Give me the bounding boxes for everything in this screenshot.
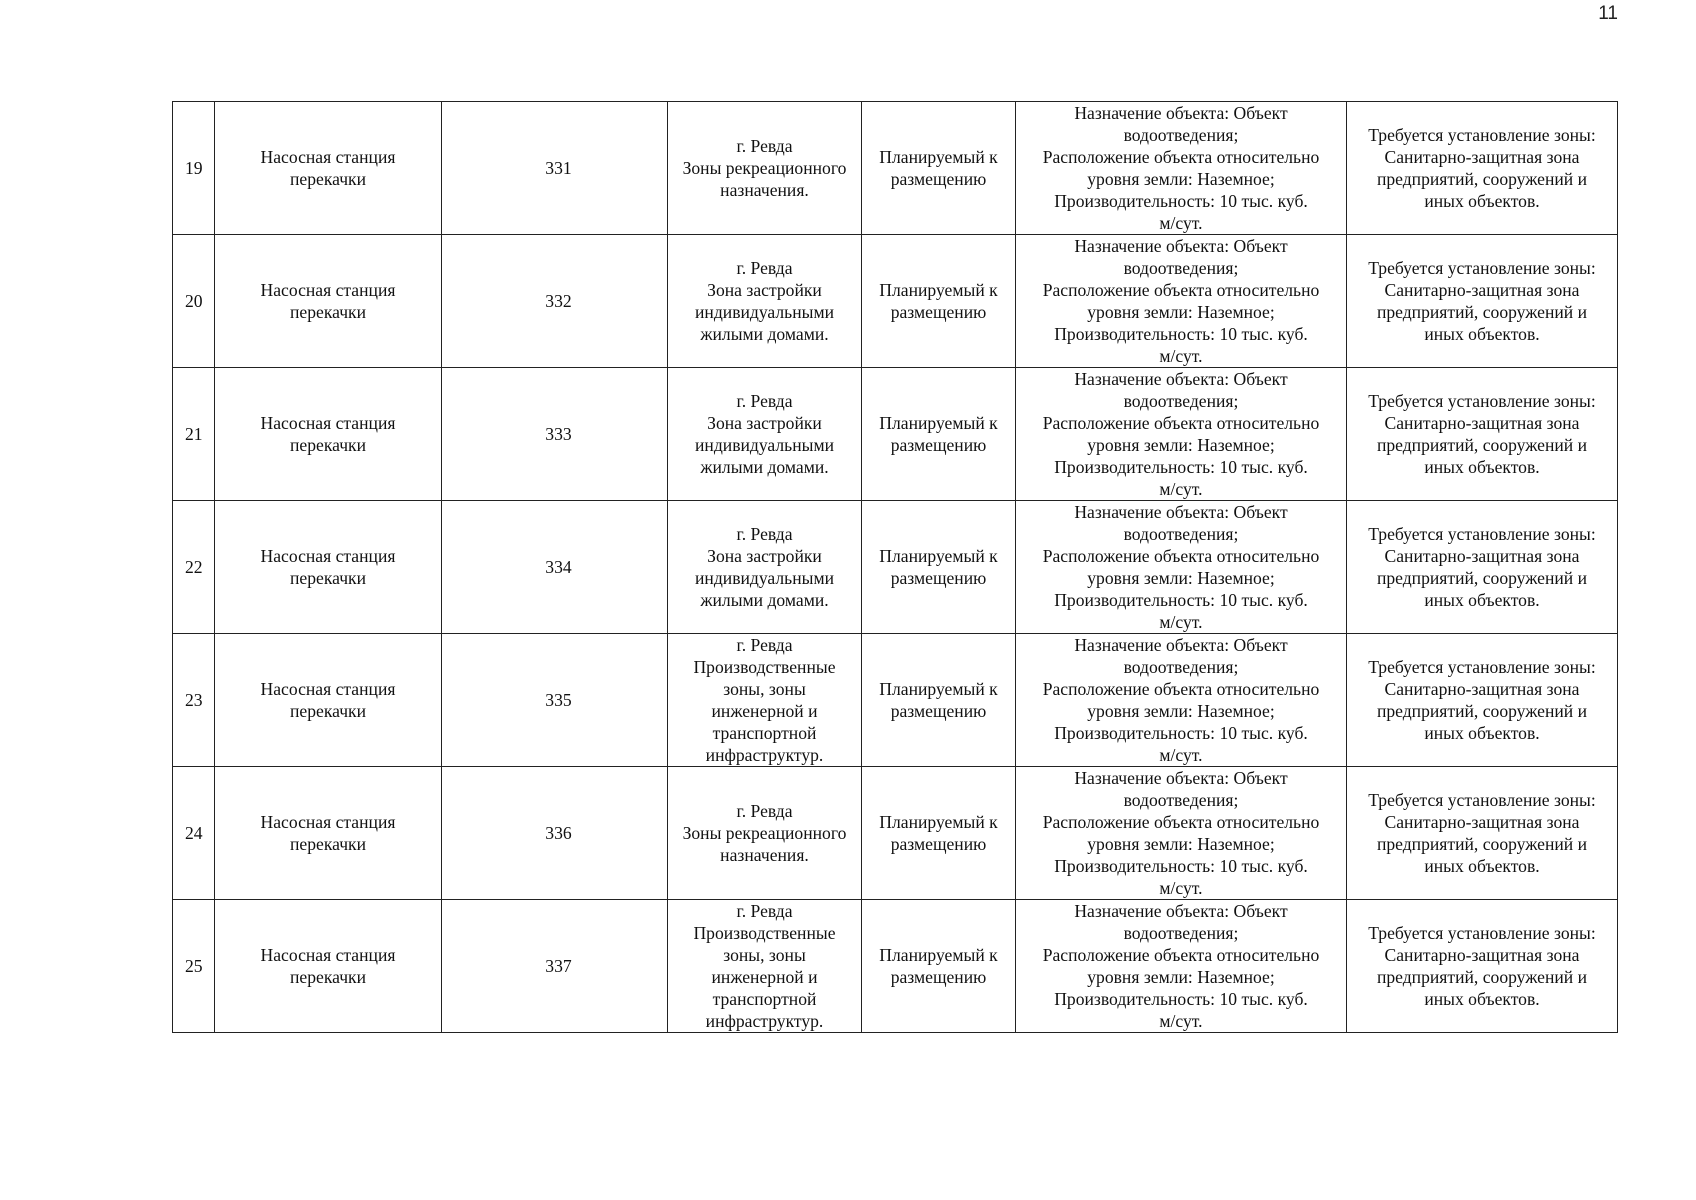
row-number-cell: 25 bbox=[173, 900, 215, 1033]
location-cell: г. Ревда Зона застройки индивидуальными жилыми домами. bbox=[668, 235, 862, 368]
object-name-cell: Насосная станция перекачки bbox=[215, 634, 442, 767]
table-row bbox=[173, 102, 1618, 235]
zone-requirement-cell: Требуется установление зоны: Санитарно-защитная зона предприятий, сооружений и иных объектов. bbox=[1347, 767, 1618, 900]
row-number-cell: 19 bbox=[173, 102, 215, 235]
zone-requirement-cell: Требуется установление зоны: Санитарно-защитная зона предприятий, сооружений и иных объектов. bbox=[1347, 634, 1618, 767]
characteristics-cell: Назначение объекта: Объект водоотведения; Расположение объекта относительно уровня земли: Наземное; Производительность: 10 тыс. куб. м/сут. bbox=[1016, 900, 1347, 1033]
characteristics-cell: Назначение объекта: Объект водоотведения; Расположение объекта относительно уровня земли: Наземное; Производительность: 10 тыс. куб. м/сут. bbox=[1016, 634, 1347, 767]
object-code-cell: 337 bbox=[442, 900, 668, 1033]
status-cell: Планируемый к размещению bbox=[862, 102, 1016, 235]
row-number-cell: 20 bbox=[173, 235, 215, 368]
status-cell: Планируемый к размещению bbox=[862, 501, 1016, 634]
table-row bbox=[173, 900, 1618, 1033]
status-cell: Планируемый к размещению bbox=[862, 235, 1016, 368]
row-number-cell: 23 bbox=[173, 634, 215, 767]
table-row bbox=[173, 501, 1618, 634]
location-cell: г. Ревда Зона застройки индивидуальными жилыми домами. bbox=[668, 368, 862, 501]
object-code-cell: 333 bbox=[442, 368, 668, 501]
location-cell: г. Ревда Зоны рекреационного назначения. bbox=[668, 767, 862, 900]
status-cell: Планируемый к размещению bbox=[862, 634, 1016, 767]
zone-requirement-cell: Требуется установление зоны: Санитарно-защитная зона предприятий, сооружений и иных объектов. bbox=[1347, 102, 1618, 235]
status-cell: Планируемый к размещению bbox=[862, 900, 1016, 1033]
zone-requirement-cell: Требуется установление зоны: Санитарно-защитная зона предприятий, сооружений и иных объектов. bbox=[1347, 235, 1618, 368]
table-row bbox=[173, 368, 1618, 501]
characteristics-cell: Назначение объекта: Объект водоотведения; Расположение объекта относительно уровня земли: Наземное; Производительность: 10 тыс. куб. м/сут. bbox=[1016, 368, 1347, 501]
object-name-cell: Насосная станция перекачки bbox=[215, 102, 442, 235]
location-cell: г. Ревда Производственные зоны, зоны инженерной и транспортной инфраструктур. bbox=[668, 634, 862, 767]
row-number-cell: 21 bbox=[173, 368, 215, 501]
object-name-cell: Насосная станция перекачки bbox=[215, 767, 442, 900]
row-number-cell: 24 bbox=[173, 767, 215, 900]
status-cell: Планируемый к размещению bbox=[862, 767, 1016, 900]
table-row bbox=[173, 767, 1618, 900]
page-number: 11 bbox=[1598, 3, 1618, 24]
characteristics-cell: Назначение объекта: Объект водоотведения; Расположение объекта относительно уровня земли: Наземное; Производительность: 10 тыс. куб. м/сут. bbox=[1016, 767, 1347, 900]
zone-requirement-cell: Требуется установление зоны: Санитарно-защитная зона предприятий, сооружений и иных объектов. bbox=[1347, 368, 1618, 501]
status-cell: Планируемый к размещению bbox=[862, 368, 1016, 501]
zone-requirement-cell: Требуется установление зоны: Санитарно-защитная зона предприятий, сооружений и иных объектов. bbox=[1347, 900, 1618, 1033]
row-number-cell: 22 bbox=[173, 501, 215, 634]
location-cell: г. Ревда Зоны рекреационного назначения. bbox=[668, 102, 862, 235]
characteristics-cell: Назначение объекта: Объект водоотведения; Расположение объекта относительно уровня земли: Наземное; Производительность: 10 тыс. куб. м/сут. bbox=[1016, 501, 1347, 634]
characteristics-cell: Назначение объекта: Объект водоотведения; Расположение объекта относительно уровня земли: Наземное; Производительность: 10 тыс. куб. м/сут. bbox=[1016, 235, 1347, 368]
object-name-cell: Насосная станция перекачки bbox=[215, 368, 442, 501]
object-code-cell: 332 bbox=[442, 235, 668, 368]
object-name-cell: Насосная станция перекачки bbox=[215, 501, 442, 634]
object-code-cell: 335 bbox=[442, 634, 668, 767]
characteristics-cell: Назначение объекта: Объект водоотведения; Расположение объекта относительно уровня земли: Наземное; Производительность: 10 тыс. куб. м/сут. bbox=[1016, 102, 1347, 235]
table-row bbox=[173, 634, 1618, 767]
table-row bbox=[173, 235, 1618, 368]
zone-requirement-cell: Требуется установление зоны: Санитарно-защитная зона предприятий, сооружений и иных объектов. bbox=[1347, 501, 1618, 634]
object-name-cell: Насосная станция перекачки bbox=[215, 900, 442, 1033]
object-code-cell: 331 bbox=[442, 102, 668, 235]
objects-table bbox=[172, 101, 1618, 1033]
location-cell: г. Ревда Производственные зоны, зоны инженерной и транспортной инфраструктур. bbox=[668, 900, 862, 1033]
object-code-cell: 334 bbox=[442, 501, 668, 634]
object-code-cell: 336 bbox=[442, 767, 668, 900]
location-cell: г. Ревда Зона застройки индивидуальными жилыми домами. bbox=[668, 501, 862, 634]
object-name-cell: Насосная станция перекачки bbox=[215, 235, 442, 368]
